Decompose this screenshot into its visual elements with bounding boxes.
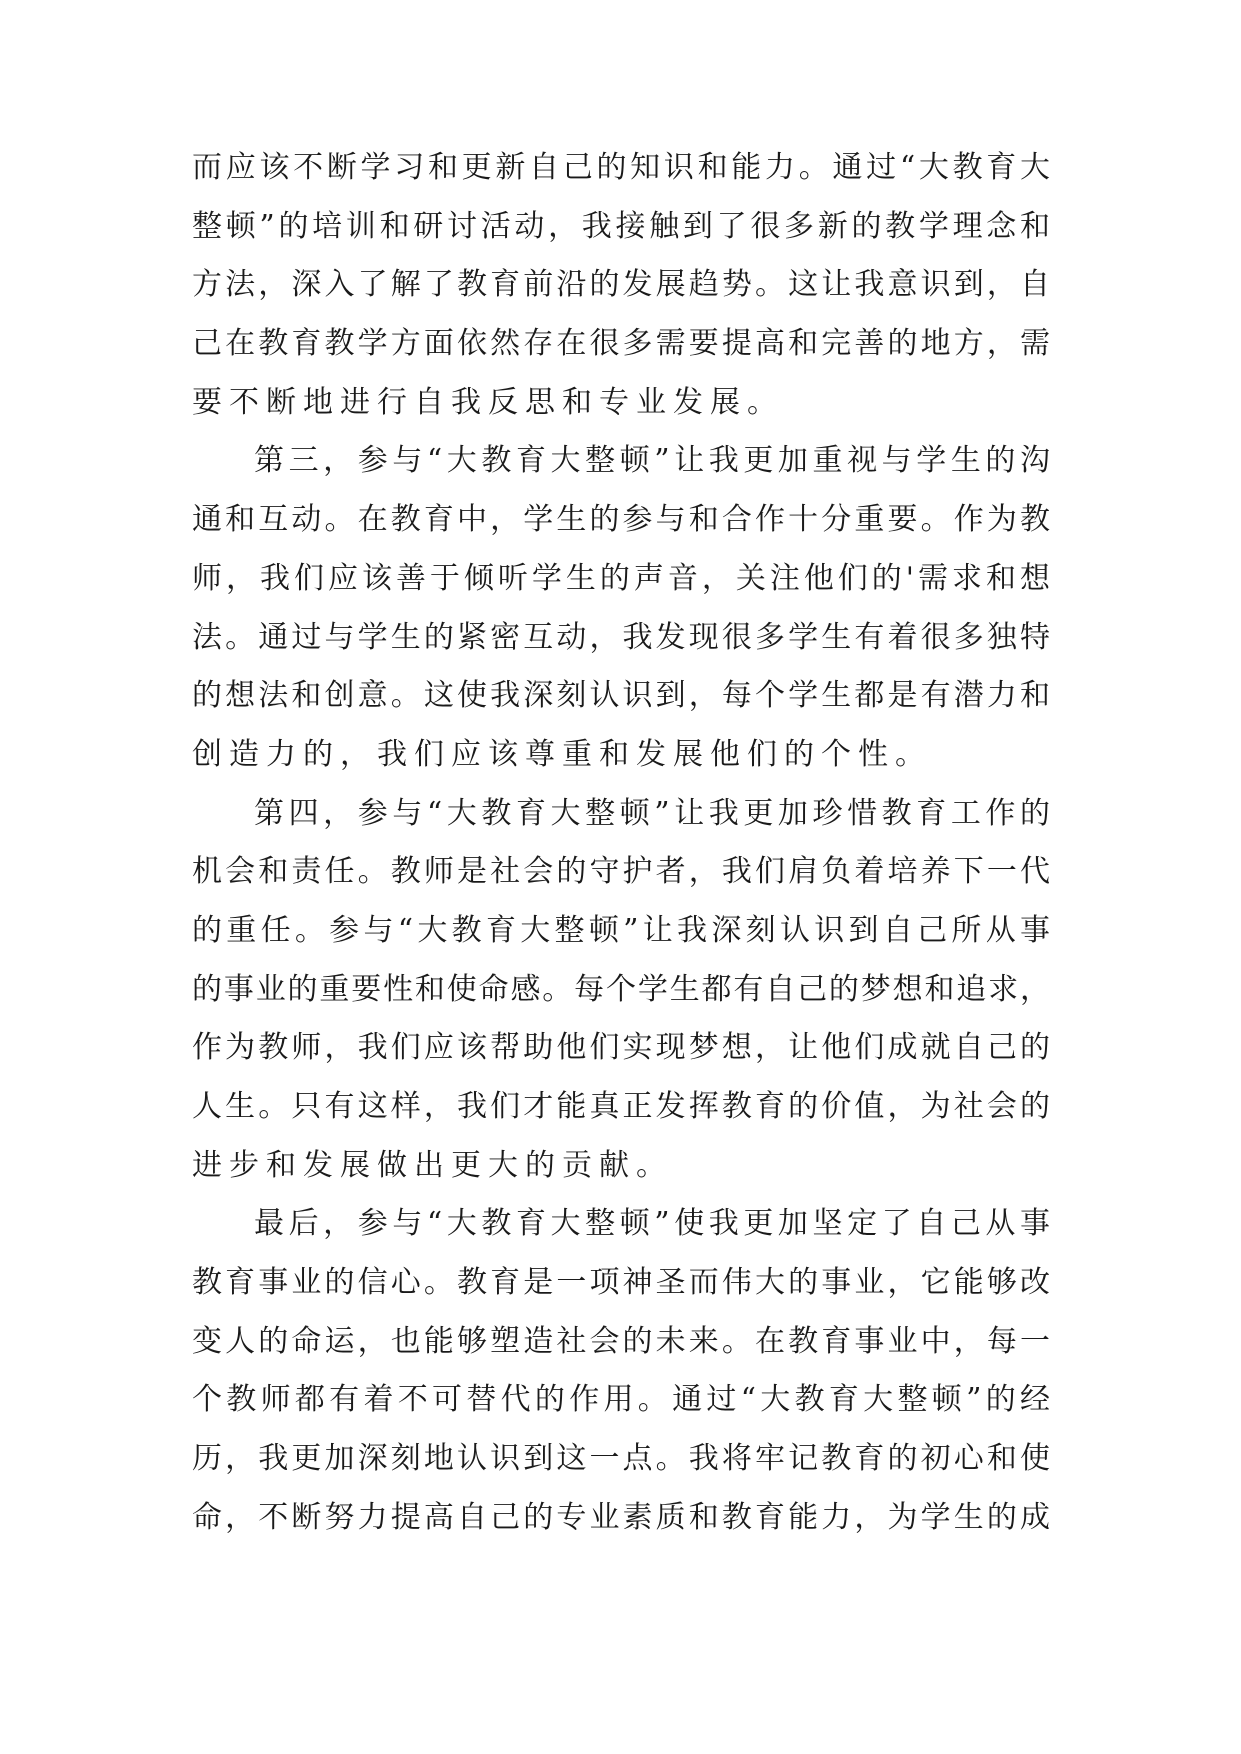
text-line: 第四，参与“大教育大整顿”让我更加珍惜教育工作的 [254,795,1050,831]
text-line: 而应该不断学习和更新自己的知识和能力。通过“大教育大 [192,150,1050,185]
text-line: 通和互动。在教育中，学生的参与和合作十分重要。作为教 [192,502,1050,538]
text-line: 要不断地进行自我反思和专业发展。 [192,384,784,420]
text-line: 变人的命运，也能够塑造社会的未来。在教育事业中，每一 [192,1323,1050,1359]
paragraph-fourth [192,785,1050,1196]
text-line: 作为教师，我们应该帮助他们实现梦想，让他们成就自己的 [192,1030,1050,1066]
text-line: 创造力的，我们应该尊重和发展他们的个性。 [192,736,932,772]
text-line: 法。通过与学生的紧密互动，我发现很多学生有着很多独特 [192,619,1050,655]
text-line: 的想法和创意。这使我深刻认识到，每个学生都是有潜力和 [192,678,1050,714]
text-line: 己在教育教学方面依然存在很多需要提高和完善的地方，需 [192,326,1050,362]
text-line: 第三，参与“大教育大整顿”让我更加重视与学生的沟 [254,443,1050,479]
text-line: 机会和责任。教师是社会的守护者，我们肩负着培养下一代 [192,854,1050,890]
paragraph-third [192,432,1050,784]
text-line: 师，我们应该善于倾听学生的声音，关注他们的'需求和想 [192,560,1050,596]
text-line: 教育事业的信心。教育是一项神圣而伟大的事业，它能够改 [192,1265,1050,1301]
paragraph-continuation [192,139,1050,432]
text-line: 进步和发展做出更大的贡献。 [192,1147,673,1183]
document-page [192,139,1050,1548]
text-line: 历，我更加深刻地认识到这一点。我将牢记教育的初心和使 [192,1441,1050,1477]
paragraph-final [192,1195,1050,1547]
text-line: 最后，参与“大教育大整顿”使我更加坚定了自己从事 [254,1206,1050,1242]
text-line: 命，不断努力提高自己的专业素质和教育能力，为学生的成 [192,1499,1050,1535]
text-line: 的重任。参与“大教育大整顿”让我深刻认识到自己所从事 [192,912,1050,948]
text-line: 方法，深入了解了教育前沿的发展趋势。这让我意识到，自 [192,267,1050,303]
text-line: 整顿”的培训和研讨活动，我接触到了很多新的教学理念和 [192,208,1050,244]
text-line: 个教师都有着不可替代的作用。通过“大教育大整顿”的经 [192,1382,1050,1418]
text-line: 的事业的重要性和使命感。每个学生都有自己的梦想和追求， [192,971,1050,1007]
text-line: 人生。只有这样，我们才能真正发挥教育的价值，为社会的 [192,1089,1050,1124]
